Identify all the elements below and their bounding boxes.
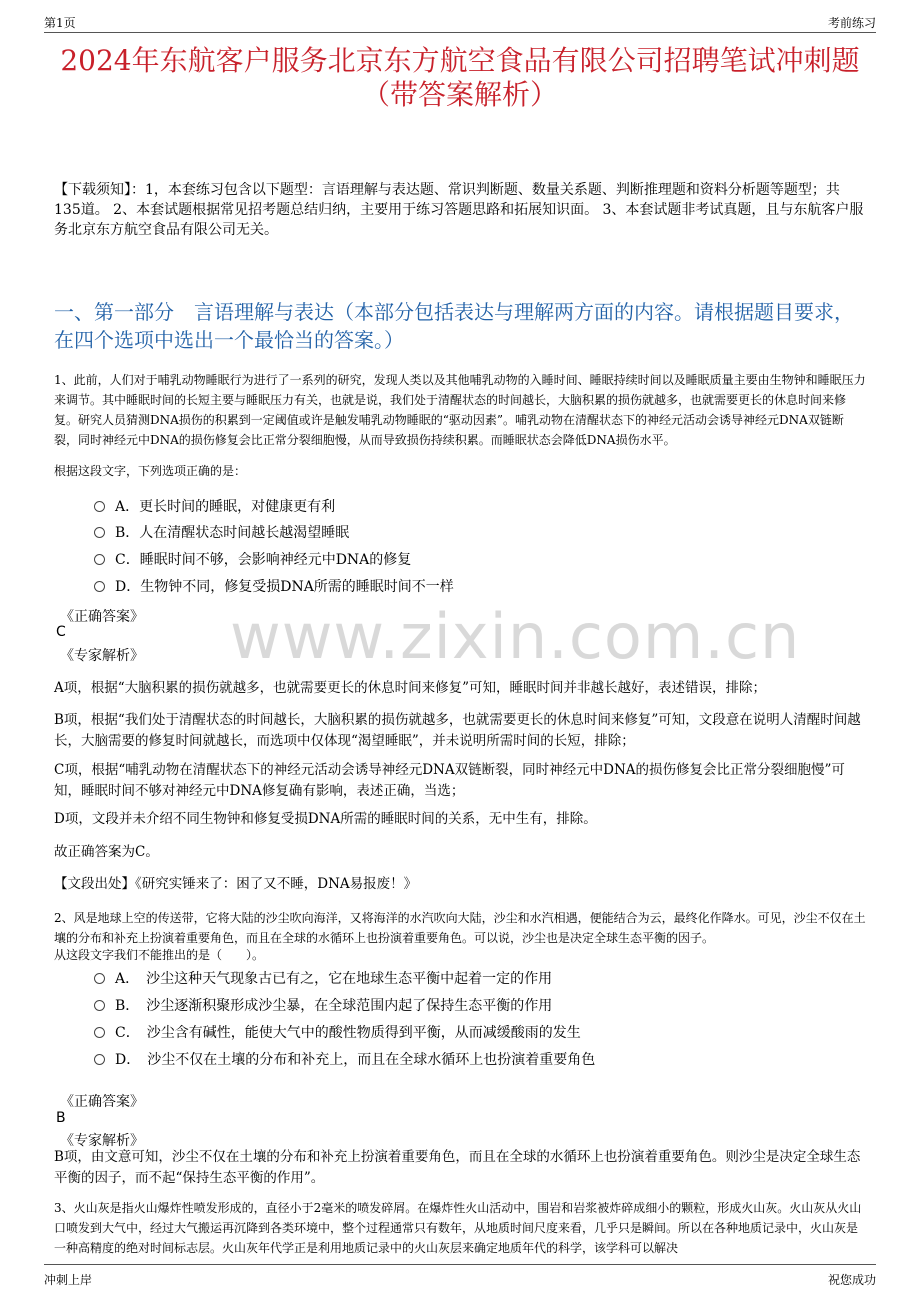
question-1-option-a[interactable] [94,496,335,516]
option-label: D． 沙尘不仅在土壤的分布和补充上，而且在全球水循环上也扮演着重要角色 [115,1052,596,1068]
question-3-stem: 3、火山灰是指火山爆炸性喷发形成的，直径小于2毫米的喷发碎屑。在爆炸性火山活动中，围岩和岩浆被炸碎成细小的颗粒，形成火山灰。火山灰从火山口喷发到大气中，经过大气搬运再沉降到各类环境中，整个过程通常只有数年，从地质时间尺度来看，几乎只是瞬间。所以在各种地质记录中，火山灰是一种高精度的绝对时间标志层。火山灰年代学正是利用地质记录中的火山灰层来确定地质年代的科学，该学科可以解决 [54,1201,862,1255]
radio-icon[interactable] [94,501,105,512]
question-2-option-d[interactable] [94,1049,595,1069]
question-1-prompt: 根据这段文字，下列选项正确的是： [54,464,247,478]
footer-left: 冲刺上岸 [44,1273,93,1287]
page-footer [44,1264,876,1289]
question-2-analysis-label: 《专家解析》 [60,1133,144,1149]
question-1-option-d[interactable] [94,576,454,596]
radio-icon[interactable] [94,973,105,984]
radio-icon[interactable] [94,1000,105,1011]
question-1-analysis-b: B项，根据“我们处于清醒状态的时间越长，大脑积累的损伤就越多，也就需要更长的休息时间来修复”可知，文段意在说明人清醒时间越长，大脑需要的修复时间就越长，而选项中仅体现“渴望睡眠”，并未说明所需时间的长短，排除； [54,712,861,749]
question-1-analysis-a: A项，根据“大脑积累的损伤就越多，也就需要更长的休息时间来修复”可知，睡眠时间并非越长越好，表述错误，排除； [54,680,767,696]
section-heading: 一、第一部分 言语理解与表达（本部分包括表达与理解两方面的内容。请根据题目要求，在四个选项中选出一个最恰当的答案。） [54,300,854,352]
option-label: B．人在清醒状态时间越长越渴望睡眠 [115,525,350,541]
radio-icon[interactable] [94,581,105,592]
question-2-stem: 2、风是地球上空的传送带，它将大陆的沙尘吹向海洋，又将海洋的水汽吹向大陆，沙尘和水汽相遇，便能结合为云，最终化作降水。可见，沙尘不仅在土壤的分布和补充上扮演着重要角色，而且在全球的水循环上也扮演着重要角色。可以说，沙尘也是决定全球生态平衡的因子。 [54,911,866,945]
radio-icon[interactable] [94,1054,105,1065]
question-1-conclusion: 故正确答案为C。 [54,844,159,860]
page-header [44,14,876,33]
question-2-answer: B [56,1110,66,1126]
question-1-analysis-c: C项，根据“哺乳动物在清醒状态下的神经元活动会诱导神经元DNA双链断裂，同时神经元中DNA的损伤修复会比正常分裂细胞慢”可知，睡眠时间不够对神经元中DNA修复确有影响，表述正确，当选； [54,762,845,799]
question-2-answer-label: 《正确答案》 [60,1094,144,1110]
question-2-option-c[interactable] [94,1022,581,1042]
option-label: D．生物钟不同，修复受损DNA所需的睡眠时间不一样 [115,579,454,595]
question-1-stem: 1、此前，人们对于哺乳动物睡眠行为进行了一系列的研究，发现人类以及其他哺乳动物的入睡时间、睡眠持续时间以及睡眠质量主要由生物钟和睡眠压力来调节。其中睡眠时间的长短主要与睡眠压力有关，也就是说，我们处于清醒状态的时间越长，大脑积累的损伤就越多，也就需要更长的休息时间来修复。研究人员猜测DNA损伤的积累到一定阈值或许是触发哺乳动物睡眠的“驱动因素”。哺乳动物在清醒状态下的神经元活动会诱导神经元DNA双链断裂，同时神经元中DNA的损伤修复会比正常分裂细胞慢，从而导致损伤持续积累。而睡眠状态会降低DNA损伤水平。 [54,373,866,447]
option-label: C．睡眠时间不够，会影响神经元中DNA的修复 [115,552,412,568]
question-1-analysis-d: D项，文段并未介绍不同生物钟和修复受损DNA所需的睡眠时间的关系，无中生有，排除。 [54,811,597,827]
question-2-option-a[interactable] [94,968,552,988]
radio-icon[interactable] [94,554,105,565]
download-notice: 【下载须知】：1，本套练习包含以下题型：言语理解与表达题、常识判断题、数量关系题、判断推理题和资料分析题等题型；共135道。 2、本套试题根据常见招考题总结归纳，主要用于练习答题思路和拓展知识面。 3、本套试题非考试真题，且与东航客户服务北京东方航空食品有限公司无关。 [54,182,864,238]
header-tag: 考前练习 [827,16,876,30]
page-number: 第1页 [44,16,76,30]
question-1-option-b[interactable] [94,522,349,542]
radio-icon[interactable] [94,527,105,538]
question-1-analysis-label: 《专家解析》 [60,648,144,664]
question-2-option-b[interactable] [94,995,552,1015]
document-title: 2024年东航客户服务北京东方航空食品有限公司招聘笔试冲刺题（带答案解析） [60,44,860,111]
question-1-option-c[interactable] [94,549,411,569]
question-1-answer: C [56,624,66,640]
question-2-prompt: 从这段文字我们不能推出的是（ ）。 [54,948,265,962]
footer-right: 祝您成功 [827,1273,876,1287]
option-label: B． 沙尘逐渐积聚形成沙尘暴，在全球范围内起了保持生态平衡的作用 [115,998,553,1014]
option-label: A．更长时间的睡眠，对健康更有利 [115,499,336,515]
option-label: C． 沙尘含有碱性，能使大气中的酸性物质得到平衡，从而减缓酸雨的发生 [115,1025,581,1041]
question-1-source: 【文段出处】《研究实锤来了：困了又不睡，DNA易报废！》 [54,876,418,892]
question-1-answer-label: 《正确答案》 [60,609,144,625]
question-2-analysis: B项，由文意可知，沙尘不仅在土壤的分布和补充上扮演着重要角色，而且在全球的水循环上也扮演着重要角色。则沙尘是决定全球生态平衡的因子，而不起“保持生态平衡的作用”。 [54,1149,861,1186]
option-label: A． 沙尘这种天气现象古已有之，它在地球生态平衡中起着一定的作用 [115,971,553,987]
watermark: www.zixin.com.cn [230,600,801,673]
radio-icon[interactable] [94,1027,105,1038]
